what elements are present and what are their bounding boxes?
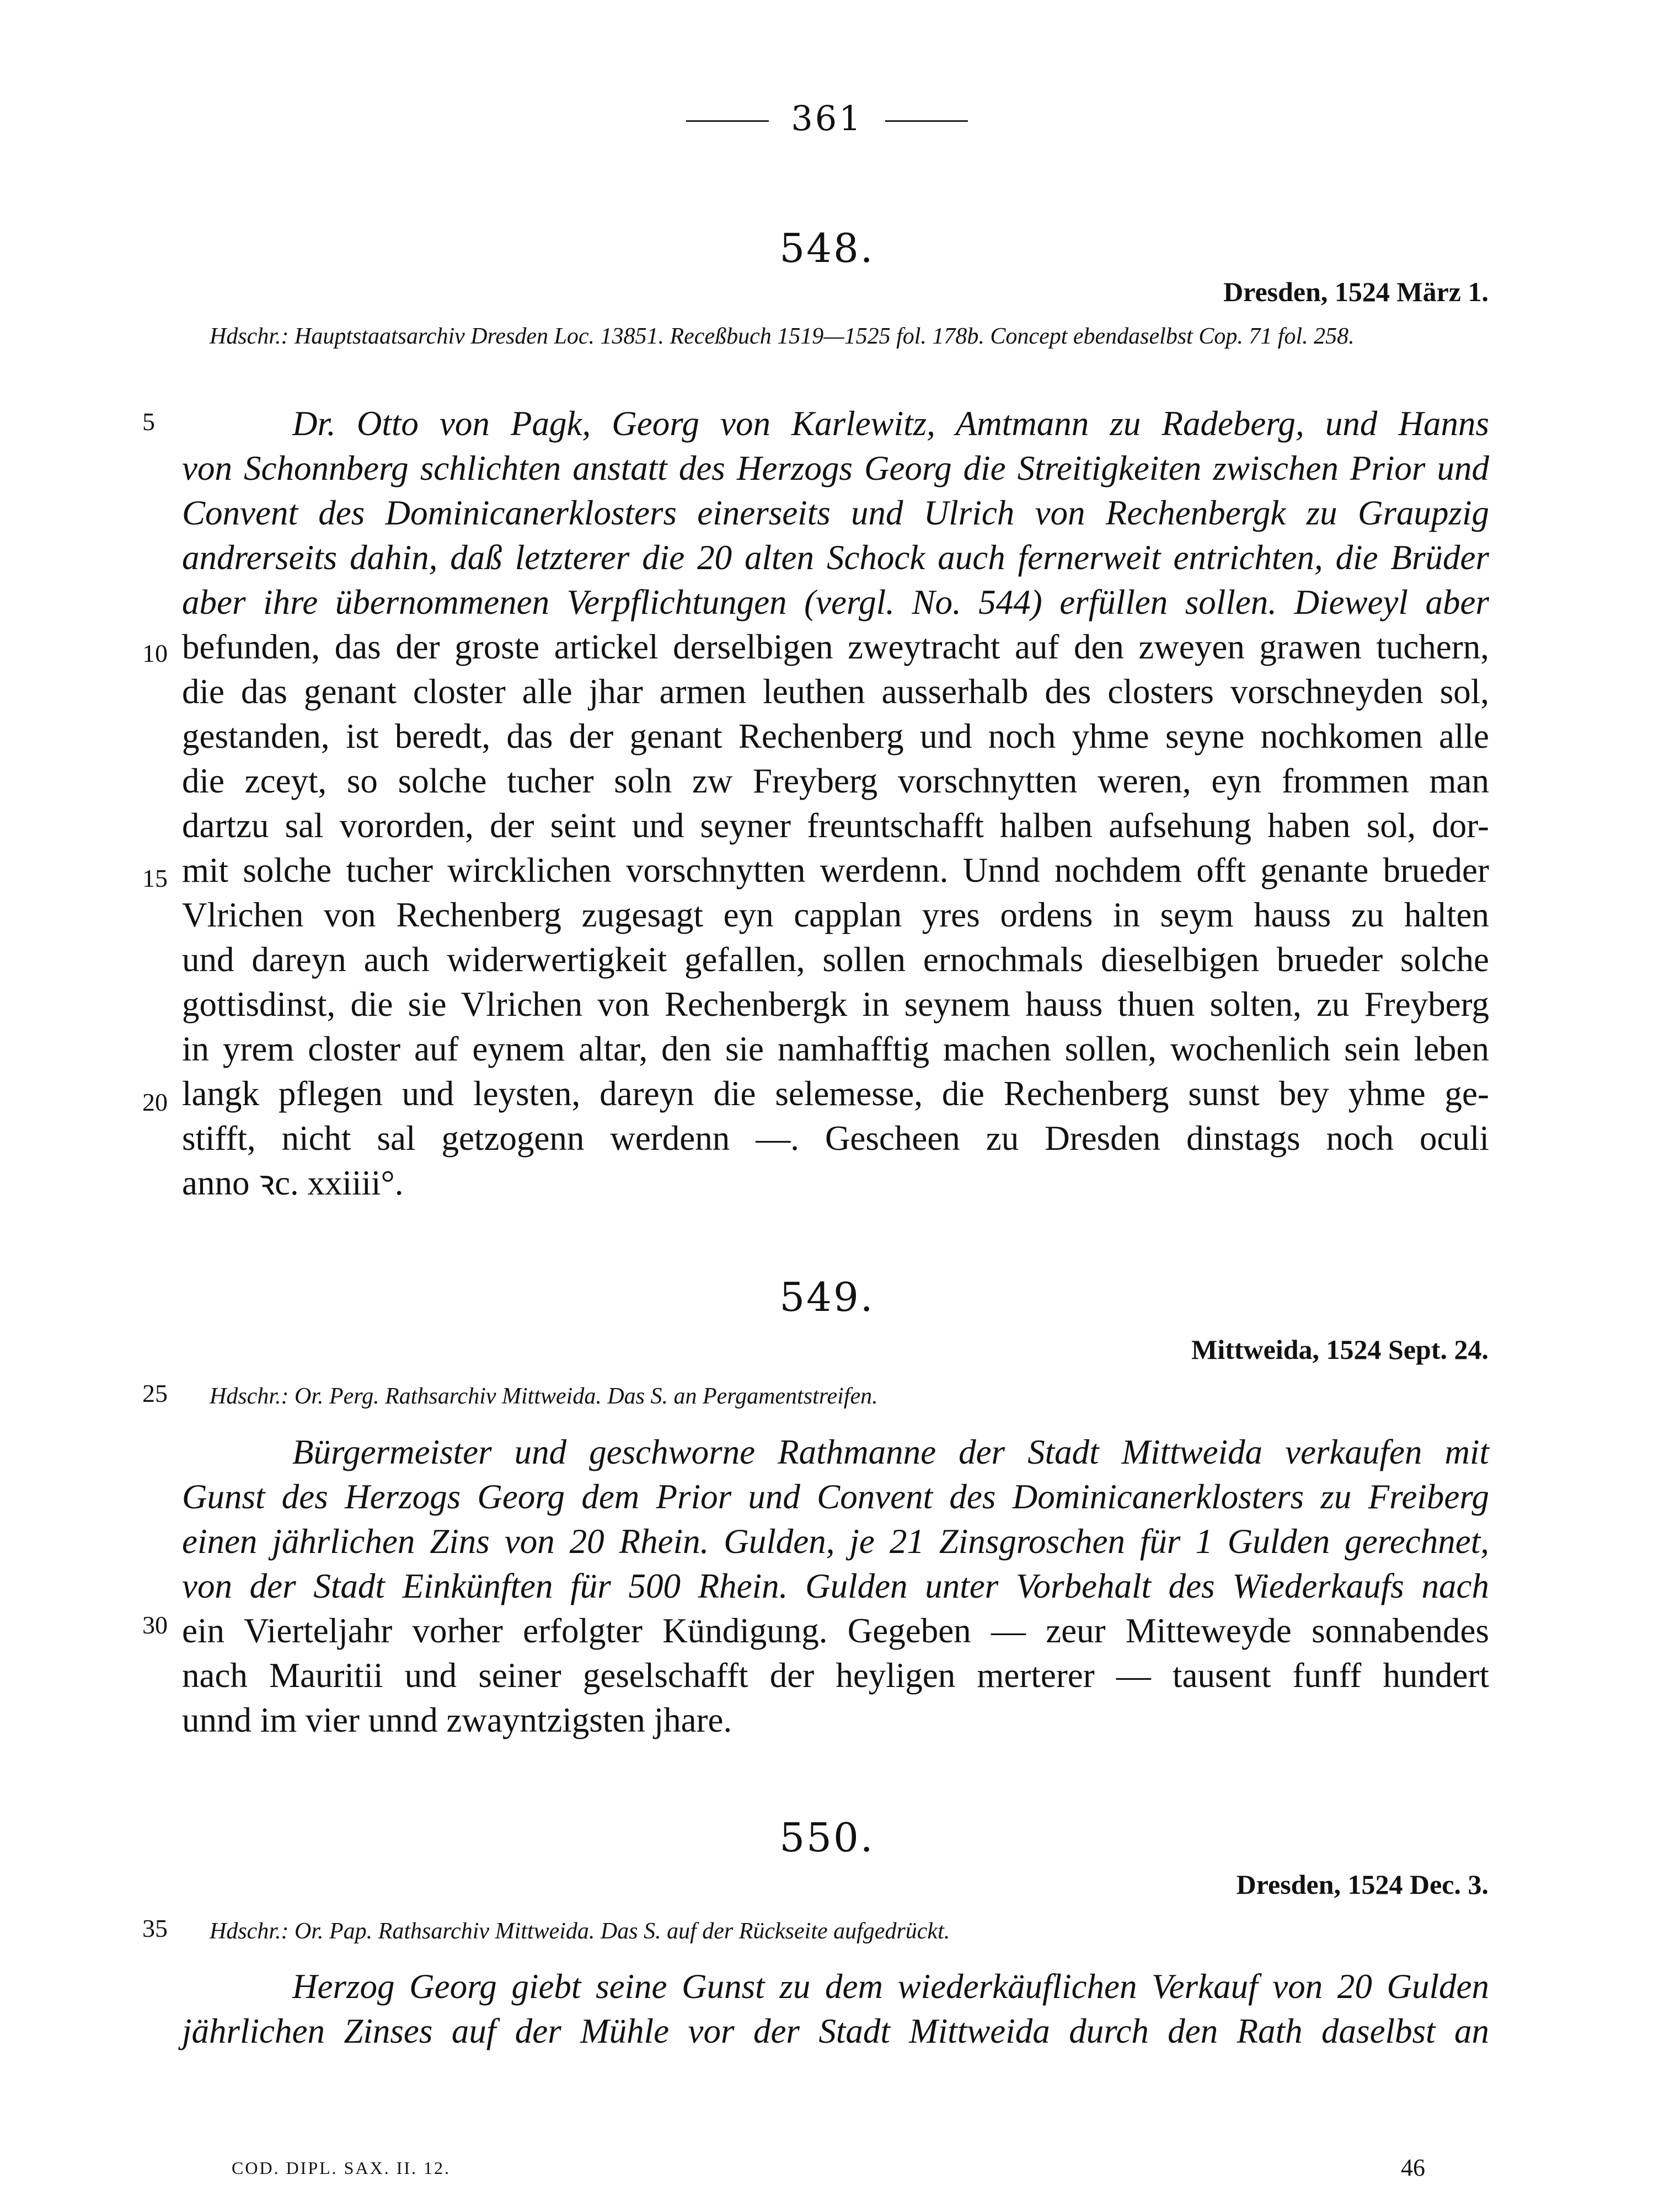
entry-number: 549. <box>779 1274 875 1320</box>
text-line: unnd im vier unnd zwayntzigsten jhare. <box>182 1701 732 1739</box>
margin-line-number: 35 <box>142 1914 168 1942</box>
text-line: Herzog Georg giebt seine Gunst zu dem wiederkäuflichen Verkauf von 20 Gulden <box>292 1967 1489 2006</box>
text-line: dartzu sal vororden, der seint und seyner freuntschafft halben aufsehung haben sol, dor- <box>182 806 1489 845</box>
margin-line-number: 30 <box>142 1611 168 1639</box>
text-line: mit solche tucher wircklichen vorschnytten werdenn. Unnd nochdem offt genante brueder <box>182 851 1489 890</box>
head-rule-right <box>885 120 968 122</box>
running-head <box>0 98 1654 138</box>
footer-sheet-number: 46 <box>1401 2154 1425 2181</box>
text-line: andrerseits dahin, daß letzterer die 20 alten Schock auch fernerweit entrichten, die Brüder <box>182 538 1489 577</box>
text-line: ein Vierteljahr vorher erfolgter Kündigung. Gegeben — zeur Mitteweyde sonnabendes <box>182 1611 1489 1650</box>
head-rule-left <box>686 120 769 122</box>
text-line: Convent des Dominicanerklosters einerseits und Ulrich von Rechenbergk zu Graupzig <box>182 494 1489 532</box>
text-line: langk pflegen und leysten, dareyn die selemesse, die Rechenberg sunst bey yhme ge- <box>182 1074 1489 1113</box>
margin-line-number: 20 <box>142 1088 168 1116</box>
text-line: gestanden, ist beredt, das der genant Rechenberg und noch yhme seyne nochkomen alle <box>182 717 1489 756</box>
text-line: Bürgermeister und geschworne Rathmanne der Stadt Mittweida verkaufen mit <box>292 1433 1489 1471</box>
text-line: von der Stadt Einkünften für 500 Rhein. Gulden unter Vorbehalt des Wiederkaufs nach <box>182 1567 1489 1605</box>
entry-body <box>182 1964 1489 2054</box>
text-line: in yrem closter auf eynem altar, den sie namhafftig machen sollen, wochenlich sein leben <box>182 1030 1489 1068</box>
text-line: gottisdinst, die sie Vlrichen von Rechenbergk in seynem hauss thuen solten, zu Freyberg <box>182 985 1489 1024</box>
entry-dateline: Dresden, 1524 Dec. 3. <box>1236 1869 1489 1900</box>
text-line: und dareyn auch widerwertigkeit gefallen, sollen ernochmals dieselbigen brueder solche <box>182 940 1489 979</box>
text-line: die das genant closter alle jhar armen leuthen ausserhalb des closters vorschneyden sol, <box>182 672 1489 711</box>
text-line: jährlichen Zinses auf der Mühle vor der Stadt Mittweida durch den Rath daselbst an <box>182 2012 1489 2050</box>
text-line: anno ꝛc. xxiiii°. <box>182 1164 404 1202</box>
margin-line-number: 10 <box>142 639 168 667</box>
footer-signature: COD. DIPL. SAX. II. 12. <box>232 2158 451 2178</box>
entry-dateline: Dresden, 1524 März 1. <box>1223 276 1489 307</box>
text-line: stifft, nicht sal getzogenn werdenn —. Gescheen zu Dresden dinstags noch oculi <box>182 1119 1489 1158</box>
text-line: Gunst des Herzogs Georg dem Prior und Convent des Dominicanerklosters zu Freiberg <box>182 1477 1489 1516</box>
text-line: Vlrichen von Rechenberg zugesagt eyn capplan yres ordens in seym hauss zu halten <box>182 896 1489 934</box>
text-line: aber ihre übernommenen Verpflichtungen (vergl. No. 544) erfüllen sollen. Dieweyl aber <box>182 583 1489 622</box>
text-line: von Schonnberg schlichten anstatt des Herzogs Georg die Streitigkeiten zwischen Prior und <box>182 449 1489 488</box>
entry-source: Hdschr.: Or. Pap. Rathsarchiv Mittweida. Das S. auf der Rückseite aufgedrückt. <box>210 1919 950 1944</box>
entry-body <box>182 401 1489 1206</box>
entry-body <box>182 1430 1489 1743</box>
entry-source: Hdschr.: Or. Perg. Rathsarchiv Mittweida. Das S. an Pergamentstreifen. <box>210 1384 878 1409</box>
margin-line-number: 15 <box>142 864 168 892</box>
entry-source: Hdschr.: Hauptstaatsarchiv Dresden Loc. 13851. Receßbuch 1519—1525 fol. 178b. Concept ebendaselbst Cop. 71 fol. 258. <box>210 324 1355 349</box>
margin-line-number: 5 <box>142 408 155 436</box>
text-line: Dr. Otto von Pagk, Georg von Karlewitz, Amtmann zu Radeberg, und Hanns <box>292 404 1489 443</box>
page-number: 361 <box>791 98 863 138</box>
margin-line-number: 25 <box>142 1379 168 1407</box>
text-line: einen jährlichen Zins von 20 Rhein. Gulden, je 21 Zinsgroschen für 1 Gulden gerechnet, <box>182 1522 1489 1561</box>
text-line: die zceyt, so solche tucher soln zw Freyberg vorschnytten weren, eyn frommen man <box>182 762 1489 800</box>
text-line: nach Mauritii und seiner geselschafft der heyligen merterer — tausent funff hundert <box>182 1656 1489 1695</box>
entry-dateline: Mittweida, 1524 Sept. 24. <box>1191 1334 1489 1365</box>
entry-number: 548. <box>779 225 875 271</box>
text-line: befunden, das der groste artickel derselbigen zweytracht auf den zweyen grawen tuchern, <box>182 628 1489 666</box>
entry-number: 550. <box>779 1814 875 1861</box>
